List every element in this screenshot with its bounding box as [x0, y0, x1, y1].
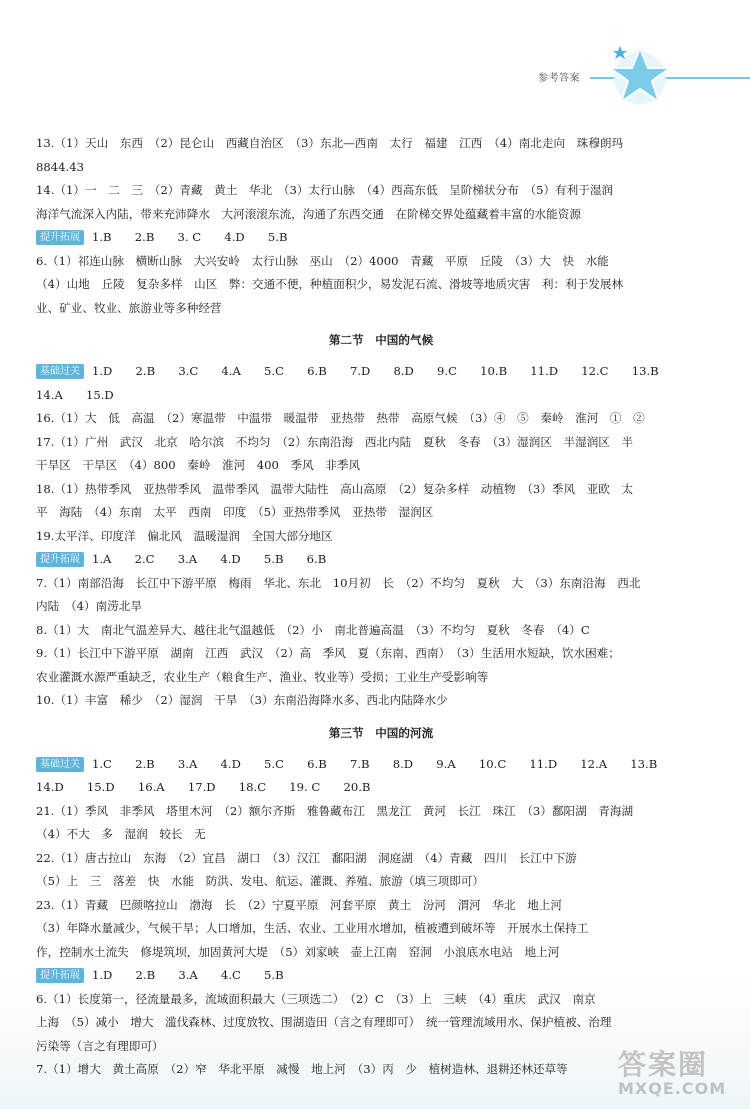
answer-text: （5）上 三 落差 快 水能 防洪、发电、航运、灌溉、养殖、旅游（填三项即可） — [36, 874, 484, 888]
section-title: 第三节 中国的河流 — [328, 725, 434, 740]
answer-line — [36, 800, 726, 824]
answer-line — [36, 297, 726, 321]
answer-text: 1.D 2.B 3.C 4.A 5.C 6.B 7.D 8.D 9.C 10.B 11.D 12.C 13.B — [92, 364, 659, 378]
answer-text: 污染等（言之有理即可） — [36, 1038, 164, 1053]
answer-line — [36, 941, 726, 965]
answer-line — [36, 156, 726, 180]
answer-text: 18.（1）热带季风 亚热带季风 温带季风 温带大陆性 高山高原 （2）复杂多样 动植物 （3）季风 亚欧 太 — [36, 481, 634, 496]
answer-line — [36, 478, 726, 502]
section-badge: 基础过关 — [36, 757, 84, 772]
section-badge: 提升拓展 — [36, 968, 84, 983]
answer-line — [36, 1011, 726, 1035]
answer-line — [36, 179, 726, 203]
answer-text: 平 海陆 （4）东南 太平 西南 印度 （5）亚热带季风 亚热带 湿润区 — [36, 505, 434, 519]
answer-text: 17.（1）广州 武汉 北京 哈尔滨 不均匀 （2）东南沿海 西北内陆 夏秋 冬春 （3）湿润区 半湿润区 半 — [36, 434, 634, 449]
answer-text: 1.C 2.B 3.A 4.D 5.C 6.B 7.B 8.D 9.A 10.C 11.D 12.A 13.B — [92, 756, 658, 771]
answer-text: 23.（1）青藏 巴颜喀拉山 渤海 长 （2）宁夏平原 河套平原 黄土 汾河 渭河 华北 地上河 — [36, 897, 562, 912]
answer-text: 14.（1）一 二 三 （2）青藏 黄土 华北 （3）太行山脉 （4）西高东低 呈阶梯状分布 （5）有利于湿润 — [36, 183, 614, 197]
answer-text: 13.（1）天山 东西 （2）昆仑山 西藏自治区 （3）东北—西南 太行 福建 江西 （4）南北走向 珠穆朗玛 — [36, 136, 624, 150]
answer-text: 7.（1）南部沿海 长江中下游平原 梅雨 华北、东北 10月初 长 （2）不均匀 夏秋 大 （3）东南沿海 西北 — [36, 575, 641, 590]
answer-text: 农业灌溉水源严重缺乏，农业生产（粮食生产、渔业、牧业等）受损；工业生产受影响等 — [36, 669, 489, 684]
answer-line — [36, 595, 726, 619]
answer-text: 1.A 2.C 3.A 4.D 5.B 6.B — [92, 552, 327, 566]
answer-text: 干旱区 干旱区 （4）800 秦岭 淮河 400 季风 非季风 — [36, 458, 361, 472]
answer-text: 6.（1）祁连山脉 横断山脉 大兴安岭 太行山脉 巫山 （2）4000 青藏 平原 丘陵 （3）大 快 水能 — [36, 253, 609, 268]
answer-line — [36, 894, 726, 918]
star-icon — [600, 40, 680, 110]
answer-line — [36, 431, 726, 455]
answer-text: 7.（1）增大 黄土高原 （2）窄 华北平原 减慢 地上河 （3）丙 少 植树造林、退耕还林还草等 — [36, 1062, 568, 1076]
answer-line — [36, 988, 726, 1012]
answer-text: 6.（1）长度第一，径流量最多，流域面积最大（三项选二） （2）C （3）上 三峡 （4）重庆 武汉 南京 — [36, 991, 596, 1006]
answer-text: 10.（1）丰富 稀少 （2）湿润 干旱 （3）东南沿海降水多、西北内陆降水少 — [36, 693, 448, 707]
answer-line — [36, 226, 726, 250]
answer-line — [36, 407, 726, 431]
answer-text: （4）不大 多 湿润 较长 无 — [36, 827, 206, 841]
watermark — [618, 1050, 738, 1105]
answer-text: （4）山地 丘陵 复杂多样 山区 弊：交通不便，种植面积少，易发泥石流、滑坡等地质灾害 利：利于发展林 — [36, 277, 624, 291]
answer-line — [36, 619, 726, 643]
answer-line — [36, 689, 726, 713]
answer-line — [36, 384, 726, 408]
answer-text: 16.（1）大 低 高温 （2）寒温带 中温带 暖温带 亚热带 热带 高原气候 （3）④ ⑤ 秦岭 淮河 ① ② — [36, 411, 645, 425]
watermark-logo-text: 答案圈 — [618, 1048, 709, 1081]
answer-content — [36, 132, 726, 1082]
answer-text: 21.（1）季风 非季风 塔里木河 （2）额尔齐斯 雅鲁藏布江 黑龙江 黄河 长江 珠江 （3）鄱阳湖 青海湖 — [36, 803, 634, 818]
answer-text: 1.B 2.B 3. C 4.D 5.B — [92, 230, 288, 244]
answer-line — [36, 666, 726, 690]
answer-text: 8844.43 — [36, 159, 84, 174]
answer-text: 内陆 （4）南涝北旱 — [36, 599, 142, 613]
answer-line — [36, 548, 726, 572]
answer-text: 海洋气流深入内陆，带来充沛降水 大河滚滚东流，沟通了东西交通 在阶梯交界处蕴藏着丰富的水能资源 — [36, 206, 581, 221]
answer-text: 业、矿业、牧业、旅游业等多种经营 — [36, 300, 222, 315]
answer-line — [36, 847, 726, 871]
answer-line — [36, 870, 726, 894]
answer-text: （3）年降水量减少，气候干旱；人口增加，生活、农业、工业用水增加，植被遭到破坏等 开展水土保持工 — [36, 921, 589, 935]
answer-line — [36, 823, 726, 847]
page-header — [520, 40, 750, 110]
answer-line — [36, 964, 726, 988]
section-badge: 提升拓展 — [36, 552, 84, 567]
answer-text: 9.（1）长江中下游平原 湖南 江西 武汉 （2）高 季风 夏（东南、西南） （3）生活用水短缺，饮水困难； — [36, 646, 620, 660]
answer-text: 8.（1）大 南北气温差异大、越往北气温越低 （2）小 南北普遍高温 （3）不均匀 夏秋 冬春 （4）C — [36, 622, 590, 637]
answer-text: 作，控制水土流失 修堤筑坝，加固黄河大堤 （5）刘家峡 壶上江南 窑洞 小浪底水电站 地上河 — [36, 944, 560, 959]
answer-text: 14.A 15.D — [36, 387, 114, 402]
answer-line — [36, 776, 726, 800]
answer-line — [36, 250, 726, 274]
section-title: 第二节 中国的气候 — [328, 333, 434, 347]
answer-text: 1.D 2.B 3.A 4.C 5.B — [92, 968, 284, 982]
answer-text: 14.D 15.D 16.A 17.D 18.C 19. C 20.B — [36, 780, 371, 794]
answer-line — [36, 917, 726, 941]
answer-line — [36, 454, 726, 478]
header-label: 参考答案 — [538, 73, 580, 84]
answer-text: 19.太平洋、印度洋 偏北风 温暖湿润 全国大部分地区 — [36, 528, 333, 543]
answer-line — [36, 203, 726, 227]
section-badge: 基础过关 — [36, 364, 84, 379]
answer-line — [36, 360, 726, 384]
watermark-site-text: MXQE.COM — [618, 1079, 727, 1098]
answer-line — [36, 642, 726, 666]
answer-line — [36, 525, 726, 549]
answer-text: 上海 （5）减小 增大 滥伐森林、过度放牧、围湖造田（言之有理即可） 统一管理流域用水、保护植被、治理 — [36, 1015, 612, 1029]
answer-line — [36, 273, 726, 297]
answer-text: 22.（1）唐古拉山 东海 （2）宜昌 湖口 （3）汉江 鄱阳湖 洞庭湖 （4）青藏 四川 长江中下游 — [36, 850, 577, 865]
section-badge: 提升拓展 — [36, 230, 84, 245]
answer-line — [36, 572, 726, 596]
answer-line — [36, 501, 726, 525]
answer-line — [36, 753, 726, 777]
answer-line — [36, 132, 726, 156]
